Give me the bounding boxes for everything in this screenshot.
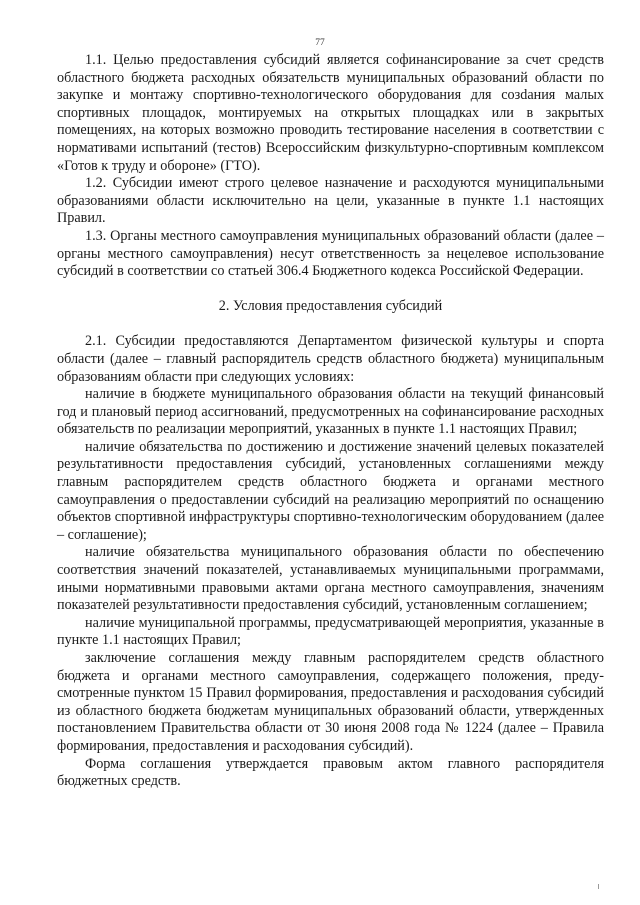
scan-mark xyxy=(598,884,599,889)
paragraph-1-2: 1.2. Субсидии имеют строго целевое назначение и расходуются муниципальными образованиями области исключительно на цели, указанные в пункте 1.1 настоящих Правил. xyxy=(57,175,604,227)
condition-targets: наличие обязательства по достижению и достижение значений целевых показателей результативности предоставления субсидий, установленных соглашениями между главным распорядителем средств областного бюджета и органами местного самоуправления о предоставлении субсидий на реализацию мероприятий по оснащению объектов спортивной инфраструктуры спортивно-технологическим оборудованием (далее – соглашение); xyxy=(57,438,604,543)
condition-agreement: заключение соглашения между главным распорядителем средств областного бюджета и органами местного самоуправления, содержащего положения, предусмотренные пунктом 15 Правил формирования, предоставления и расходования субсидий из областного бюджета бюджетам муниципальных образований области, утвержденных постановлением Правительства области от 30 июня 2008 года № 1224 (далее – Правила формирования, предоставления и расходования субсидий). xyxy=(57,650,604,754)
document-body xyxy=(57,52,604,791)
condition-budget: наличие в бюджете муниципального образования области на текущий финансовый год и плановый период ассигнований, предусмотренных на софинансирование расходных обязательств по реализации мероприятий, указанных в пункте 1.1 настоящих Правил; xyxy=(57,386,604,438)
section-heading: 2. Условия предоставления субсидий xyxy=(218,297,443,314)
page-number: 77 xyxy=(315,38,325,48)
condition-program: наличие муниципальной программы, предусматривающей мероприятия, указанные в пункте 1.1 настоящих Правил; xyxy=(57,614,604,649)
paragraph-1-3: 1.3. Органы местного самоуправления муниципальных образований области (далее – органы местного самоуправления) несут ответственность за нецелевое использование субсидий в соответствии со статьей 306.4 Бюджетного кодекса Российской Федерации. xyxy=(57,227,604,280)
paragraph-2-1: 2.1. Субсидии предоставляются Департаментом физической культуры и спорта области (далее – главный распорядитель средств областного бюджета) муниципальным образованиям области при следующих условиях: xyxy=(57,333,604,385)
paragraph-1-1: 1.1. Целью предоставления субсидий является софинансирование за счет средств областного бюджета расходных обязательств муниципальных образований области по закупке и монтажу спортивно-технологического оборудования для созdания малых спортивных площадок, монтируемых на открытых площадках или в закрытых помещениях, на которых возможно проводить тестирование населения в соответствии с нормативами испытаний (тестов) Всероссийским физкультурно-спортивным комплексом «Готов к труду и обороне» (ГТО). xyxy=(57,52,604,174)
agreement-form: Форма соглашения утверждается правовым актом главного распорядителя бюджетных средств. xyxy=(57,755,604,790)
condition-indicators: наличие обязательства муниципального образования области по обеспечению соответствия значений показателей, устанавливаемых муниципальными программами, иными нормативными правовыми актами органа местного самоуправления, значениям показателей результативности предоставления субсидий, установленным соглашением; xyxy=(57,544,604,614)
